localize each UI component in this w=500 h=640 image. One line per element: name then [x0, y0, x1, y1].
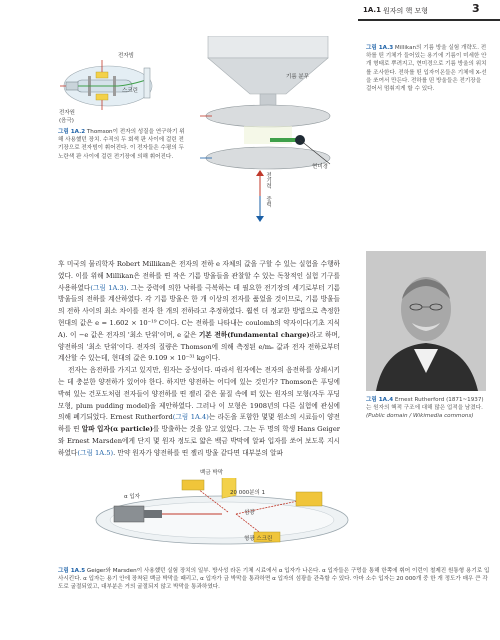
- figure-1a4-tag: 그림 1A.4: [366, 397, 394, 403]
- portrait-illustration: [366, 251, 486, 391]
- gm-angle-label: 20 000분의 1: [230, 490, 266, 496]
- millikan-field-label: 전기력: [265, 172, 271, 189]
- gm-foil-label: 백금 박막: [200, 470, 224, 476]
- term-fundamental-charge: 기본 전하(fundamental charge): [198, 330, 310, 339]
- ref-fig-1a4[interactable]: (그림 1A.4): [172, 413, 209, 422]
- figure-1a4-text: Ernest Rutherford (1871~1937)는 원자의 핵적 구조에 대해 많은 업적을 남겼다.: [366, 397, 484, 412]
- figure-1a3-caption: [366, 44, 488, 93]
- figure-1a4-credit: (Public domain / Wikimedia commons): [366, 413, 474, 420]
- figure-1a2-text: Thomson이 전자의 성질을 연구하기 위해 사용했던 장치. 수직의 두 회색 판 사이에 걸린 전기장으로 전자빔이 휘어진다. 이 전자들은 수평의 두 노란색 판 사이에 걸린 전기장에 의해 휘어진다.: [58, 129, 185, 160]
- ref-fig-1a5[interactable]: (그림 1A.5): [77, 448, 114, 457]
- rutherford-portrait: [366, 251, 486, 391]
- figure-1a2-caption: [58, 128, 188, 161]
- term-alpha-particle: 알파 입자(α particle): [81, 425, 153, 434]
- paragraph-1: 후 미국의 물리학자 Robert Millikan은 전자의 전하 e 자체의 값을 구할 수 있는 실험을 수행하였다. 이를 위해 Millikan은 전하를 띤 작은 기름 방울들을 관찰할 수 있는 독창적인 실험 기구를 사용하였다(그림 1A.3). 그는 중력에 의한 낙하를 극복하는 데 필요한 전기장의 세기로부터 기름 방울들의 전하를 계산하였다. 각 기름 방울은 한 개 이상의 전자를 품었을 것이므로, 기름 방울들의 전하 사이의 최소 차이를 전자 한 개의 전하라고 추정하였다. 훨씬 더 정교한 방법으로 측정한 현대의 값은 e = 1.602 × 10⁻¹⁹ C이다. C는 전하를 나타내는 coulomb의 약자이다(기초 지식 A). 이 −e 값은 전자의 '최소 단위'이며, e 값은 기본 전하(fundamental charge)라고 하며, 양전하의 '최소 단위'이다. 전자의 질량은 Thomson에 의해 측정된 e/mₑ 값과 전자 전하로부터 계산할 수 있는데, 현대의 값은 9.109 × 10⁻³¹ kg이다.: [58, 260, 341, 363]
- ref-fig-1a3[interactable]: (그림 1A.3): [90, 283, 127, 292]
- section-title: 원자의 핵 모형: [383, 7, 429, 15]
- header-rule: [358, 19, 500, 21]
- gm-source-label: α 입자: [124, 494, 140, 500]
- paragraph-2: 전자는 음전하를 가지고 있지만, 원자는 중성이다. 따라서 원자에는 전자의 음전하를 상쇄시키는 데 충분한 양전하가 있어야 한다. 하지만 양전하는 어디에 있는 것인가? Thomson은 푸딩에 박혀 있는 건포도처럼 전자들이 양전하를 띤 젤리 같은 물질 속에 떠 있는 원자의 모형(자두 푸딩 모형, plum pudding model)을 제안하였다. 그러나 이 모형은 1908년의 다른 실험에 관심에 의해 폐기되었다. Ernest Rutherford(그림 1A.4)는 라돈을 포함한 몇몇 원소의 시료들이 양전하를 띤 알파 입자(α particle)를 방출하는 것을 알고 있었다. 그는 두 명의 학생 Hans Geiger와 Ernest Marsden에게 단지 몇 원자 정도로 얇은 백금 박막에 알파 입자를 쏘여 보도록 지시하였다(그림 1A.5). 만약 원자가 양전하를 띤 젤리 방울 같다면 대부분의 알파: [58, 366, 341, 457]
- thomson-plate-label: 전자빔: [118, 53, 134, 59]
- running-header: [0, 0, 500, 34]
- figure-1a3-text: Millikan의 기름 방울 실험 개략도. 전하를 띤 기체가 들어있는 용기에 기름이 미세한 안개 형태로 뿌려지고, 현미경으로 기름 방울의 위치를 조사한다. 전하를 띤 입자이온들은 기체에 X-선을 쏘여서 만든다. 전하를 띤 방울들은 전기장을 걸어서 멈춰지게 할 수 있다.: [366, 45, 487, 93]
- geiger-marsden-figure: [82, 478, 352, 558]
- figure-1a4-caption: [366, 396, 488, 421]
- figure-1a3-tag: 그림 1A.3: [366, 45, 394, 51]
- figure-1a5-text: Geiger와 Marsden이 사용했던 실험 장치의 일부. 방사성 라돈 기체 시료에서 α 입자가 나온다. α 입자들은 구멍을 통해 한쪽에 휘어 이런이 철제진 원통형 용기로 입사시킨다. α 입자는 용기 안에 장착된 백금 박막을 때리고, α 입자가 금 박막을 통과하면 α 입자의 섬광을 관측할 수 있다. 아마 소수 입자는 20 000개 중 한 개 정도가 매우 큰 각도로 굴절되었고, 대부분은 거의 굴절되지 않고 박막을 통과하였다.: [58, 568, 490, 591]
- figure-1a5-caption: [58, 567, 490, 592]
- millikan-apparatus-figure: [190, 36, 350, 222]
- millikan-gravity-label: 중력: [265, 196, 271, 207]
- figure-1a2-tag: 그림 1A.2: [58, 129, 86, 135]
- page-number: 3: [472, 2, 480, 15]
- gm-flash-label: 섬광: [244, 510, 255, 516]
- thomson-source-label: 전자원 (음극): [59, 110, 75, 124]
- section-number: 1A.1: [363, 6, 381, 14]
- figure-1a5-tag: 그림 1A.5: [58, 568, 86, 574]
- thomson-screen-label: 스크린: [122, 88, 138, 94]
- body-text: [58, 259, 340, 460]
- gm-screen-label: 형광 스크린: [244, 536, 273, 542]
- millikan-microscope-label: 현미경: [312, 164, 328, 170]
- millikan-atomizer-label: 기름 분무: [286, 74, 310, 80]
